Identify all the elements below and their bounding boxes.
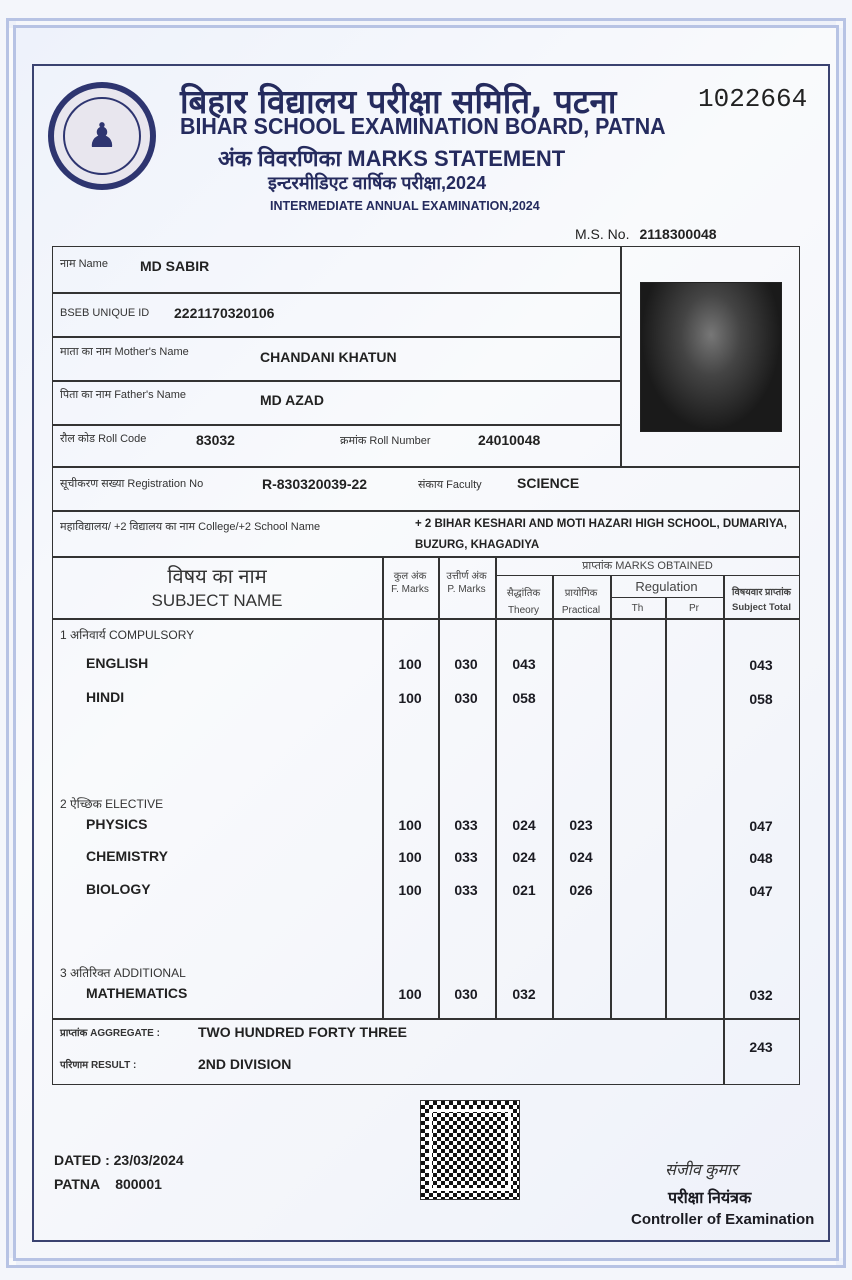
marks-total: 032 — [749, 987, 773, 1003]
regulation-header: Regulation — [635, 579, 698, 594]
student-name: MD SABIR — [140, 258, 210, 274]
aggregate-total: 243 — [749, 1039, 773, 1055]
marks-p: 033 — [454, 882, 478, 898]
dated: DATED : 23/03/2024 — [54, 1152, 184, 1168]
roll-code-label: रौल कोड Roll Code — [60, 433, 147, 445]
father-name: MD AZAD — [260, 392, 325, 408]
controller-title-english: Controller of Examination — [631, 1211, 815, 1228]
name-label: नाम Name — [60, 258, 108, 270]
college-name-line2: BUZURG, KHAGADIYA — [415, 539, 540, 551]
ms-label: M.S. No. — [575, 226, 630, 242]
marks-p: 033 — [454, 817, 478, 833]
subject-name: MATHEMATICS — [86, 985, 188, 1001]
marks-total: 048 — [749, 850, 773, 866]
marks-total: 047 — [749, 818, 773, 834]
marks-practical: 026 — [569, 882, 593, 898]
marks-practical: 024 — [569, 849, 593, 865]
marks-total: 043 — [749, 657, 773, 673]
ms-number — [575, 226, 717, 242]
marks-p: 030 — [454, 690, 478, 706]
serial-number: 1022664 — [698, 84, 808, 114]
college-label: महाविद्यालय/ +2 विद्यालय का नाम College/+2 School Name — [60, 521, 321, 533]
place: PATNA 800001 — [54, 1176, 162, 1192]
subject-name: BIOLOGY — [86, 881, 151, 897]
group-compulsory: 1 अनिवार्य COMPULSORY — [60, 628, 195, 642]
result-label: परिणाम RESULT : — [60, 1060, 137, 1071]
reg-pr-header: Pr — [689, 603, 699, 614]
subject-name: ENGLISH — [86, 655, 149, 671]
marks-practical: 023 — [569, 817, 593, 833]
aggregate-words: TWO HUNDRED FORTY THREE — [198, 1024, 407, 1040]
marks-f: 100 — [398, 817, 422, 833]
marks-f: 100 — [398, 656, 422, 672]
board-title-english: BIHAR SCHOOL EXAMINATION BOARD, PATNA — [180, 113, 666, 139]
subject-name: PHYSICS — [86, 816, 148, 832]
controller-signature: संजीव कुमार — [665, 1162, 738, 1179]
faculty: SCIENCE — [517, 475, 580, 491]
ms-value: 2118300048 — [639, 226, 717, 242]
group-additional: 3 अतिरिक्त ADDITIONAL — [60, 966, 186, 980]
mother-name: CHANDANI KHATUN — [260, 349, 397, 365]
father-label: पिता का नाम Father's Name — [60, 389, 187, 401]
marks-theory: 058 — [512, 690, 536, 706]
marks-theory: 024 — [512, 817, 536, 833]
marks-f: 100 — [398, 690, 422, 706]
marks-p: 030 — [454, 986, 478, 1002]
marks-f: 100 — [398, 882, 422, 898]
unique-id: 2221170320106 — [174, 305, 275, 321]
student-photo — [640, 282, 782, 432]
marks-theory: 021 — [512, 882, 536, 898]
practical-header: प्रायोगिक Practical — [561, 588, 601, 616]
subject-header-hindi: विषय का नाम — [167, 566, 267, 588]
marks-p: 030 — [454, 656, 478, 672]
aggregate-label: प्राप्तांक AGGREGATE : — [60, 1028, 160, 1039]
registration-label: सूचीकरण सख्या Registration No — [60, 478, 204, 490]
subject-total-header: विषयवार प्राप्तांक Subject Total — [732, 587, 791, 613]
group-elective: 2 ऐच्छिक ELECTIVE — [60, 797, 164, 811]
roll-number: 24010048 — [478, 432, 541, 448]
subject-name: CHEMISTRY — [86, 848, 168, 864]
marks-f: 100 — [398, 986, 422, 1002]
marks-total: 047 — [749, 883, 773, 899]
marks-theory: 024 — [512, 849, 536, 865]
college-name-line1: + 2 BIHAR KESHARI AND MOTI HAZARI HIGH SCHOOL, DUMARIYA, — [415, 518, 787, 530]
theory-header: सैद्धांतिक Theory — [506, 588, 541, 616]
roll-code: 83032 — [196, 432, 235, 448]
exam-title-hindi: इन्टरमीडिएट वार्षिक परीक्षा,2024 — [268, 173, 487, 193]
board-title-hindi: बिहार विद्यालय परीक्षा समिति, पटना — [180, 82, 617, 121]
reg-th-header: Th — [631, 603, 644, 614]
full-marks-header: कुल अंक F. Marks — [391, 571, 429, 595]
subject-header-english: SUBJECT NAME — [151, 591, 283, 610]
marks-p: 033 — [454, 849, 478, 865]
registration-number: R-830320039-22 — [262, 476, 368, 492]
controller-title-hindi: परीक्षा नियंत्रक — [668, 1190, 752, 1207]
marks-f: 100 — [398, 849, 422, 865]
marks-obtained-header: प्राप्तांक MARKS OBTAINED — [582, 560, 713, 572]
uid-label: BSEB UNIQUE ID — [60, 307, 150, 319]
roll-number-label: क्रमांक Roll Number — [340, 435, 431, 447]
board-seal-logo: ♟ — [48, 82, 156, 190]
exam-title-english: INTERMEDIATE ANNUAL EXAMINATION,2024 — [270, 199, 540, 213]
subject-name: HINDI — [86, 689, 125, 705]
marks-theory: 032 — [512, 986, 536, 1002]
statement-title: अंक विवरणिका MARKS STATEMENT — [218, 146, 566, 171]
marks-theory: 043 — [512, 656, 536, 672]
result: 2ND DIVISION — [198, 1056, 292, 1072]
pass-marks-header: उत्तीर्ण अंक P. Marks — [446, 571, 487, 595]
qr-code — [420, 1100, 520, 1200]
marks-total: 058 — [749, 691, 773, 707]
faculty-label: संकाय Faculty — [418, 479, 482, 491]
mother-label: माता का नाम Mother's Name — [60, 346, 189, 358]
